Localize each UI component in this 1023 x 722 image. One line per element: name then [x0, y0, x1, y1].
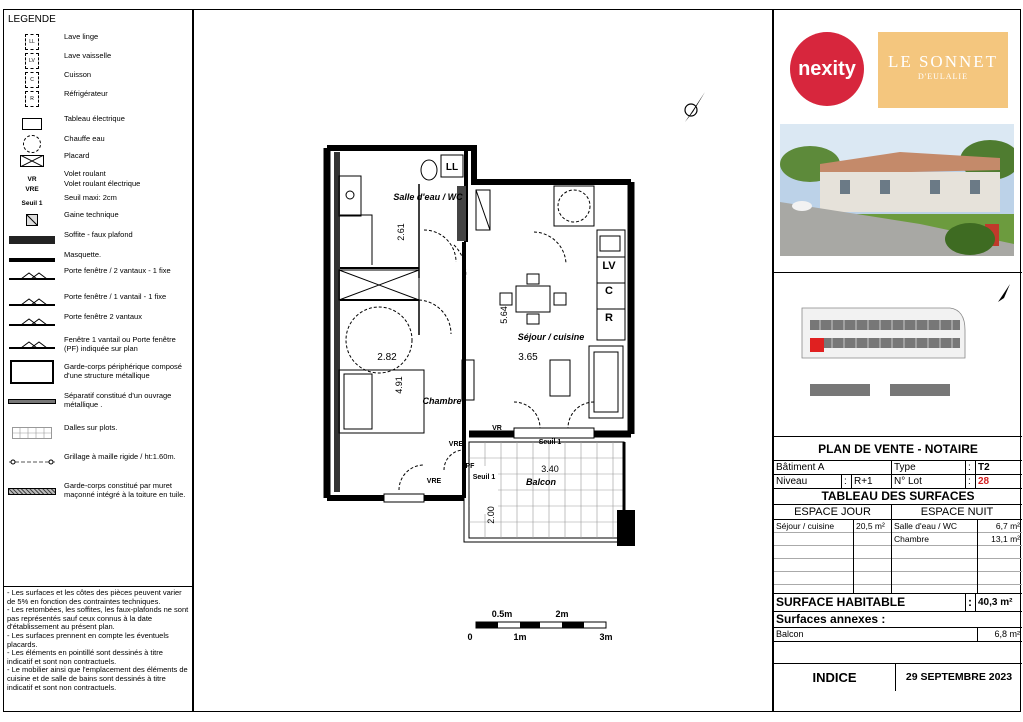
dishwasher-icon: LV [6, 51, 58, 71]
dim-bath-height: 2.61 [396, 223, 406, 241]
jour-room-name: Séjour / cuisine [774, 520, 853, 533]
note: - Les retombées, les soffites, les faux-plafonds ne sont pas représentés sauf ceux connus à la date d'établissement au présent plan. [7, 605, 189, 632]
room-label-bath: Salle d'eau / WC [393, 192, 463, 202]
legend-item-label: Dalles sur plots. [64, 423, 118, 432]
annexe-area: 6,8 m² [994, 629, 1020, 639]
french-window-2-icon [6, 312, 58, 332]
dim-balcony-width: 3.40 [541, 464, 559, 474]
electric-shutter-icon: VRE [25, 185, 39, 193]
legend-item-label: Fenêtre 1 vantail ou Porte fenêtre (PF) indiquée sur plan [64, 335, 176, 353]
indice-label: INDICE [774, 664, 896, 691]
project-logo-subtitle: D'EULALIE [918, 72, 968, 81]
dim-bedroom-width: 2.82 [377, 352, 397, 363]
nuit-room-name: Chambre [892, 533, 977, 546]
project-logo-title: LE SONNET [887, 52, 999, 71]
dim-bedroom-depth: 4.91 [394, 376, 404, 394]
threshold-icon: Seuil 1 [21, 199, 43, 207]
separator: : [966, 475, 976, 488]
marker-seuil: Seuil 1 [538, 439, 562, 446]
washer-icon: LL [6, 32, 58, 52]
marker-seuil: Seuil 1 [472, 474, 496, 481]
appliance-c: C [605, 285, 613, 297]
legend-item-label: Grillage à maille rigide / ht:1.60m. [64, 452, 176, 461]
title-table [774, 436, 1022, 691]
scale-bar [467, 609, 612, 642]
plan-date: 29 SEPTEMBRE 2023 [905, 671, 1013, 683]
separator: : [966, 461, 976, 474]
espace-jour-title: ESPACE JOUR [774, 505, 892, 519]
appliance-lv: LV [602, 260, 616, 272]
marker-vr: VR [492, 425, 502, 432]
title-block [773, 9, 1021, 712]
note: - Les surfaces prennent en compte les éventuels placards. [7, 630, 169, 649]
site-plan-image [780, 280, 1016, 430]
marker-pf: PF [465, 463, 475, 470]
surfaces-title: TABLEAU DES SURFACES [821, 489, 975, 503]
legend-item-label: Garde-corps constitué par muret maçonné intégré à la toiture en tuile. [64, 481, 186, 499]
appliance-ll: LL [445, 162, 459, 173]
room-label-living: Séjour / cuisine [517, 332, 585, 342]
nexity-logo [790, 32, 864, 106]
legend-item-label: Séparatif constitué d'un ouvrage métallique . [64, 391, 172, 409]
espace-nuit-title: ESPACE NUIT [920, 506, 994, 518]
note: - Les éléments en pointillé sont dessinés à titre indicatif et sont non contractuels. [7, 648, 163, 666]
scale-label: 0.5m [491, 609, 513, 619]
legend-item-label: Volet roulant [64, 169, 106, 178]
technical-duct-icon [6, 210, 58, 230]
lot-label: N° Lot [892, 475, 966, 488]
type-value: T2 [978, 462, 990, 473]
nexity-logo-text: nexity [798, 57, 856, 80]
room-label-bedroom: Chambre [422, 396, 462, 406]
niveau-label: Niveau [774, 475, 842, 488]
plan-title [774, 436, 1022, 460]
annexe-name: Balcon [774, 628, 978, 641]
legend-panel [3, 9, 193, 712]
dim-living-width: 3.65 [518, 352, 538, 363]
legend-item-label: Placard [64, 151, 90, 160]
type-label: Type [892, 461, 966, 474]
plan-title-text: PLAN DE VENTE - NOTAIRE [818, 442, 978, 456]
legend-item-label: Lave vaisselle [64, 51, 112, 60]
legend-item-label: Porte fenêtre / 2 vantaux - 1 fixe [64, 266, 171, 275]
slabs-icon [6, 423, 58, 443]
wall-railing-icon [6, 481, 58, 501]
scale-label: 0 [467, 632, 473, 642]
fridge-icon: R [6, 89, 58, 109]
soffit-icon [6, 230, 58, 250]
legend-item-label: Masquette. [64, 250, 102, 259]
legend-item-label: Gaine technique [64, 210, 119, 219]
floor-plan [194, 10, 772, 711]
legend-item-label: Seuil maxi: 2cm [64, 193, 117, 202]
north-arrow-icon [998, 284, 1010, 302]
legend-item-label: Soffite - faux plafond [64, 230, 133, 239]
note: - Les surfaces et les côtes des pièces peuvent varier de 5% en fonction des contraintes techniques. [7, 588, 182, 606]
separator: : [842, 475, 852, 488]
jour-room-area: 20,5 m² [854, 520, 891, 533]
legend-title: LEGENDE [8, 14, 56, 25]
floor-plan-panel [193, 9, 773, 712]
legend-item-label: Lave linge [64, 32, 99, 41]
project-logo [878, 32, 1008, 108]
french-window-2-1-icon [6, 266, 58, 286]
window-1-icon [6, 335, 58, 355]
french-window-1-1-icon [6, 292, 58, 312]
niveau-value: R+1 [852, 475, 892, 488]
building-rendering-image [780, 124, 1014, 256]
legend-item-label: Porte fenêtre / 1 vantail - 1 fixe [64, 292, 167, 301]
metal-railing-icon [6, 362, 58, 382]
legend-item-label: Garde-corps périphérique composé d'une structure métallique [64, 362, 182, 380]
legend-item-label: Chauffe eau [64, 134, 105, 143]
shutter-icon: VR [27, 175, 37, 183]
habitable-value: 40,3 m² [978, 597, 1013, 608]
cooker-icon: C [6, 70, 58, 90]
appliance-r: R [605, 312, 613, 324]
separator: : [966, 594, 976, 611]
closet-icon [6, 151, 58, 171]
legend-item-label: Porte fenêtre 2 vantaux [64, 312, 142, 321]
legend-item-label: Volet roulant électrique [64, 179, 141, 188]
scale-label: 1m [513, 632, 527, 642]
legend-item-label: Cuisson [64, 70, 92, 79]
annexes-title: Surfaces annexes : [776, 612, 886, 626]
electric-panel-icon [6, 114, 58, 134]
lot-value: 28 [978, 476, 990, 487]
habitable-label: SURFACE HABITABLE [774, 594, 966, 611]
marker-vre: VRE [448, 441, 464, 448]
north-arrow-icon [685, 92, 705, 122]
nuit-room-area: 6,7 m² [978, 520, 1022, 533]
legend-item-label: Tableau électrique [64, 114, 125, 123]
mesh-icon [6, 452, 58, 472]
batiment-label: Bâtiment A [774, 461, 892, 474]
legend-item-label: Réfrigérateur [64, 89, 108, 98]
note: - Le mobilier ainsi que l'emplacement des éléments de cuisine et de salle de bains sont dessinés à titre indicatif et sont non contractuels. [7, 665, 188, 692]
scale-label: 3m [599, 632, 613, 642]
nuit-room-name: Salle d'eau / WC [892, 520, 977, 533]
separator-icon [6, 391, 58, 411]
scale-label: 2m [555, 609, 569, 619]
dim-balcony-depth: 2.00 [486, 506, 496, 524]
nuit-room-area: 13,1 m² [978, 533, 1022, 546]
room-label-balcony: Balcon [525, 477, 557, 487]
dim-living-depth: 5.64 [499, 306, 509, 324]
marker-vre: VRE [426, 478, 442, 485]
legend-notes [4, 586, 192, 694]
